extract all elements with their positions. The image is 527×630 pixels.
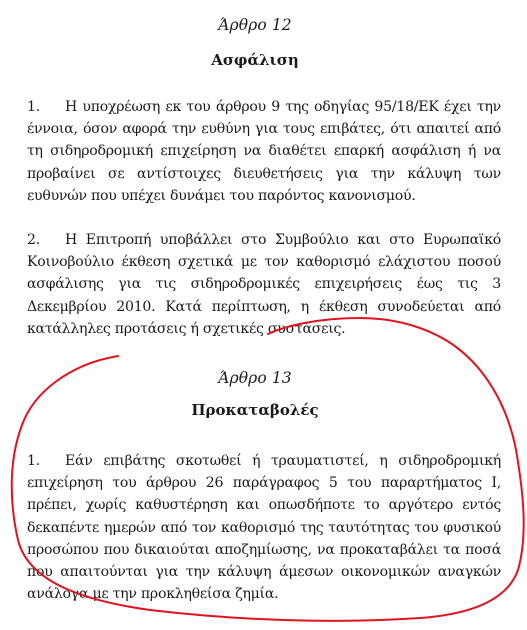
paragraph-number: 1. bbox=[27, 99, 40, 115]
paragraph-number: 2. bbox=[27, 232, 40, 248]
article-13-number: Άρθρο 13 bbox=[218, 369, 292, 387]
paragraph-number: 1. bbox=[27, 453, 40, 469]
article-12-title: Ασφάλιση bbox=[211, 51, 299, 69]
article-13-title: Προκαταβολές bbox=[191, 401, 319, 419]
article-12-paragraph-1 bbox=[27, 96, 501, 207]
article-12-number: Άρθρο 12 bbox=[218, 16, 292, 34]
paragraph-text: Εάν επιβάτης σκοτωθεί ή τραυματιστεί, η σιδηροδρομική επιχείρηση του άρθρου 26 παράγραφος 5 του παραρτήματος Ι, πρέπει, χωρίς καθυστέρηση και οπωσδήποτε το αργότερο εντός δεκαπέντε ημερών από τον καθορισμό της ταυτότητας του φυσικού προσώπου που δικαιούται αποζημίωσης, να προκαταβάλει τα ποσά που απαιτούνται για την κάλυψη άμεσων οικονομικών αναγκών ανάλογα με την προκληθείσα ζημία. bbox=[27, 453, 501, 603]
paragraph-text: Η υποχρέωση εκ του άρθρου 9 της οδηγίας 95/18/ΕΚ έχει την έννοια, όσον αφορά την ευθύνη για τους επιβάτες, ότι απαιτεί από τη σιδηροδρομική επιχείρηση να διαθέτει επαρκή ασφάλιση ή να προβαίνει σε αντίστοιχες διευθετήσεις για την κάλυψη των ευθυνών που υπέχει δυνάμει του παρόντος κανονισμού. bbox=[27, 99, 501, 204]
article-12-paragraph-2 bbox=[27, 229, 501, 340]
article-13-paragraph-1 bbox=[27, 450, 501, 605]
paragraph-text: Η Επιτροπή υποβάλλει στο Συμβούλιο και στο Ευρωπαϊκό Κοινοβούλιο έκθεση σχετικά με τον καθορισμό ελάχιστου ποσού ασφάλισης για τις σιδηροδρομικές επιχειρήσεις έως τις 3 Δεκεμβρίου 2010. Κατά περίπτωση, η έκθεση συνοδεύεται από κατάλληλες προτάσεις ή σχετικές συστάσεις. bbox=[27, 232, 501, 337]
